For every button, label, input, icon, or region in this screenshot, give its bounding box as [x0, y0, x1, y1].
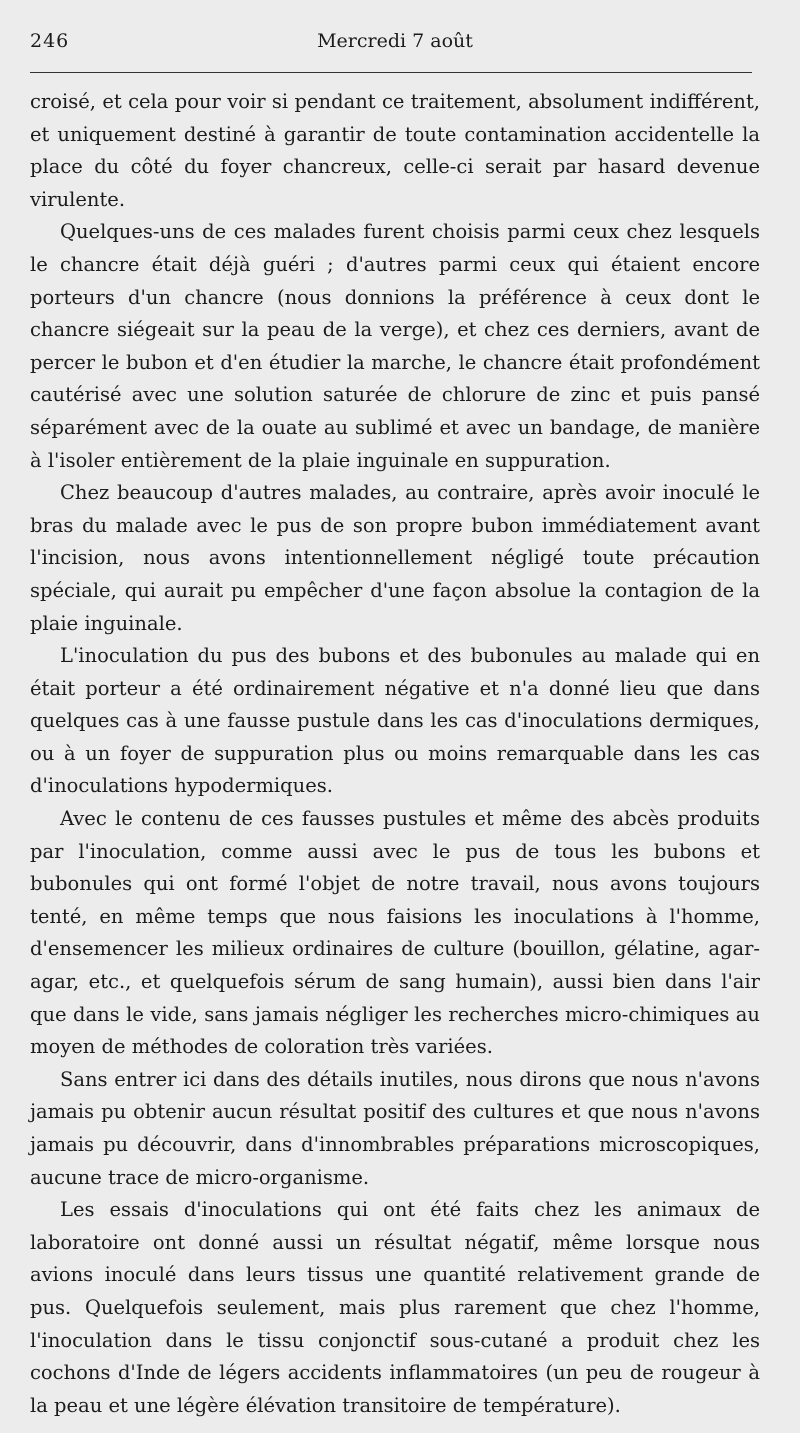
paragraph: Les essais d'inoculations qui ont été faits chez les animaux de laboratoire ont donné aussi un résultat négatif, même lorsque nous avions inoculé dans leurs tissus une quantité relativement grande de pus. Quelquefois seulement, mais plus rarement que chez l'homme, l'inoculation dans le tissu conjonctif sous-cutané a produit chez les cochons d'Inde de légers accidents inflammatoires (un peu de rougeur à la peau et une légère élévation transitoire de température).	[30, 1198, 760, 1417]
page-number: 246	[30, 30, 70, 52]
running-title: Mercredi 7 août	[317, 30, 473, 52]
paragraph: L'inoculation du pus des bubons et des bubonules au malade qui en était porteur a été ordinairement négative et n'a donné lieu que dans quelques cas à une fausse pustule dans les cas d'inoculations dermiques, ou à un foyer de suppuration plus ou moins remarquable dans les cas d'inoculations hypodermiques.	[30, 644, 760, 798]
paragraph: Avec le contenu de ces fausses pustules et même des abcès produits par l'inoculation, comme aussi avec le pus de tous les bubons et bubonules qui ont formé l'objet de notre travail, nous avons toujours tenté, en même temps que nous faisions les inoculations à l'homme, d'ensemencer les milieux ordinaires de culture (bouillon, gélatine, agar-agar, etc., et quelquefois sérum de sang humain), aussi bien dans l'air que dans le vide, sans jamais négliger les recherches micro-chimiques au moyen de méthodes de coloration très variées.	[30, 807, 760, 1059]
paragraph: Quelques-uns de ces malades furent choisis parmi ceux chez lesquels le chancre était déjà guéri ; d'autres parmi ceux qui étaient encore porteurs d'un chancre (nous donnions la préférence à ceux dont le chancre siégeait sur la peau de la verge), et chez ces derniers, avant de percer le bubon et d'en étudier la marche, le chancre était profondément cautérisé avec une solution saturée de chlorure de zinc et puis pansé séparément avec de la ouate au sublimé et avec un bandage, de manière à l'isoler entièrement de la plaie inguinale en suppuration.	[30, 220, 760, 472]
paragraph: croisé, et cela pour voir si pendant ce traitement, absolument indifférent, et uniquement destiné à garantir de toute contamination accidentelle la place du côté du foyer chancreux, celle-ci serait par hasard devenue virulente.	[30, 90, 760, 211]
body-text	[30, 86, 760, 1422]
paragraph: Sans entrer ici dans des détails inutiles, nous dirons que nous n'avons jamais pu obtenir aucun résultat positif des cultures et que nous n'avons jamais pu découvrir, dans d'innombrables préparations microscopiques, aucune trace de micro-organisme.	[30, 1067, 760, 1189]
header-rule	[30, 72, 752, 73]
paragraph: Chez beaucoup d'autres malades, au contraire, après avoir inoculé le bras du malade avec le pus de son propre bubon immédiatement avant l'incision, nous avons intentionnellement négligé toute précaution spéciale, qui aurait pu empêcher d'une façon absolue la contagion de la plaie inguinale.	[30, 481, 760, 635]
running-header	[30, 30, 760, 60]
